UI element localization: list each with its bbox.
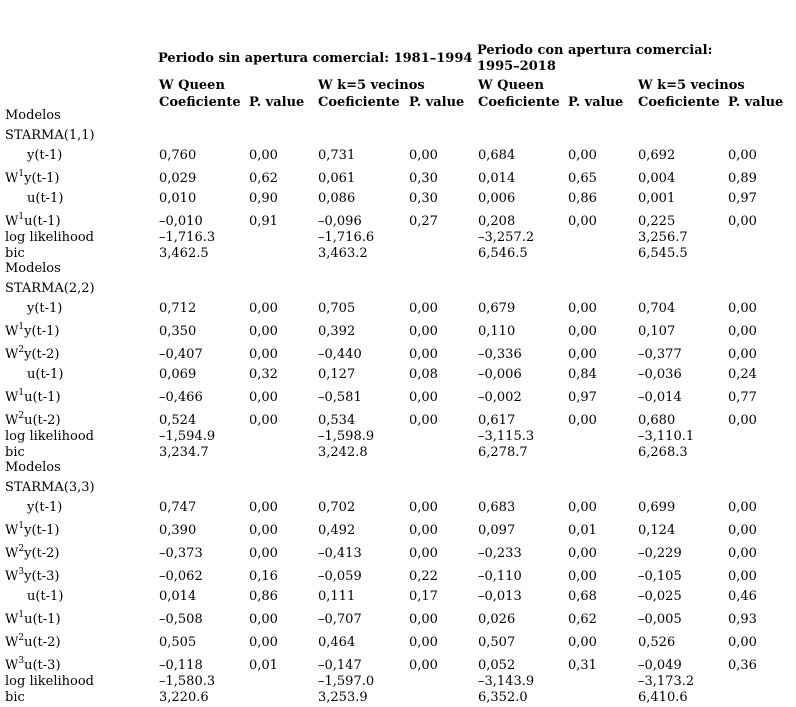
row-label: y(t-1)	[27, 148, 63, 163]
row-label-text: y(t-3)	[24, 569, 60, 584]
coefficient-cell: –1,716.3	[159, 230, 216, 245]
weight-power: 1	[18, 388, 25, 398]
row-label: Modelos	[5, 108, 61, 123]
coefficient-cell: –0,014	[638, 390, 682, 405]
row-label: STARMA(2,2)	[5, 281, 95, 296]
row-label-text: y(t-2)	[24, 546, 60, 561]
coefficient-cell: –0,062	[159, 569, 203, 584]
coefficient-cell: 0,507	[478, 635, 516, 650]
coefficient-cell: 0,006	[478, 191, 516, 206]
table-row	[0, 318, 796, 341]
weight-symbol: W	[5, 390, 19, 405]
period-1-header: Periodo sin apertura comercial: 1981–1994	[158, 51, 473, 66]
pvalue-cell: 0,00	[728, 301, 757, 316]
pvalue-cell: 0,31	[568, 658, 597, 673]
coefficient-cell: –0,233	[478, 546, 522, 561]
pvalue-cell: 0,00	[249, 500, 278, 515]
weight-symbol: W	[5, 635, 19, 650]
coefficient-cell: 0,111	[318, 589, 356, 604]
pvalue-cell: 0,16	[249, 569, 278, 584]
pvalue-cell: 0,65	[568, 171, 597, 186]
table-row	[0, 430, 796, 446]
table-row	[0, 586, 796, 606]
pvalue-cell: 0,00	[728, 148, 757, 163]
coefficient-cell: 0,524	[159, 413, 197, 428]
coefficient-cell: 6,278.7	[478, 445, 528, 460]
pvalue-cell: 0,00	[568, 635, 597, 650]
coefficient-cell: 0,208	[478, 214, 516, 229]
weight-power: 1	[18, 322, 25, 332]
pvalue-cell: 0,00	[568, 324, 597, 339]
coefficient-cell: –0,336	[478, 347, 522, 362]
pvalue-cell: 0,00	[249, 523, 278, 538]
coefficient-cell: –0,466	[159, 390, 203, 405]
pvalue-header: P. value	[409, 95, 465, 110]
pvalue-cell: 0,90	[249, 191, 278, 206]
coefficient-cell: 0,747	[159, 500, 197, 515]
row-label: STARMA(1,1)	[5, 128, 95, 143]
pvalue-cell: 0,89	[728, 171, 757, 186]
pvalue-cell: 0,62	[249, 171, 278, 186]
coefficient-cell: –1,580.3	[159, 674, 216, 689]
pvalue-cell: 0,01	[568, 523, 597, 538]
pvalue-cell: 0,00	[728, 523, 757, 538]
coef-header: Coeficiente	[159, 95, 241, 110]
weight-power: 1	[18, 610, 25, 620]
coefficient-cell: 0,617	[478, 413, 516, 428]
table-row	[0, 364, 796, 384]
row-label-text: y(t-1)	[24, 171, 60, 186]
group-label-row	[0, 477, 796, 497]
table-row	[0, 563, 796, 586]
row-label: Modelos	[5, 261, 61, 276]
coefficient-cell: 0,534	[318, 413, 356, 428]
coefficient-cell: 0,004	[638, 171, 676, 186]
row-label: log likelihood	[5, 674, 94, 689]
row-label-text: u(t-1)	[24, 214, 61, 229]
pvalue-cell: 0,86	[249, 589, 278, 604]
table-row	[0, 208, 796, 231]
weight-power: 2	[18, 411, 25, 421]
coefficient-cell: 0,702	[318, 500, 356, 515]
pvalue-cell: 0,00	[409, 301, 438, 316]
pvalue-cell: 0,32	[249, 367, 278, 382]
coefficient-cell: –0,581	[318, 390, 362, 405]
coefficient-cell: –0,036	[638, 367, 682, 382]
coefficient-cell: 0,110	[478, 324, 516, 339]
table-row	[0, 384, 796, 407]
coefficient-cell: 0,026	[478, 612, 516, 627]
coefficient-cell: 0,464	[318, 635, 356, 650]
pvalue-cell: 0,00	[409, 324, 438, 339]
coefficient-cell: –0,110	[478, 569, 522, 584]
coefficient-cell: 0,699	[638, 500, 676, 515]
coefficient-cell: 3,242.8	[318, 445, 368, 460]
period-2-header: Periodo con apertura comercial: 1995–2018	[477, 43, 713, 74]
row-label: bic	[5, 445, 25, 460]
weight-symbol: W	[5, 171, 19, 186]
pvalue-cell: 0,00	[249, 612, 278, 627]
weight-symbol: W	[5, 612, 19, 627]
row-label: bic	[5, 690, 25, 705]
weight-symbol: W	[5, 658, 19, 673]
coefficient-cell: 0,392	[318, 324, 356, 339]
group-label-row	[0, 278, 796, 298]
coefficient-cell: –0,013	[478, 589, 522, 604]
pvalue-cell: 0,08	[409, 367, 438, 382]
weight-header-1: W Queen	[159, 78, 225, 93]
pvalue-cell: 0,00	[249, 347, 278, 362]
coefficient-cell: 0,492	[318, 523, 356, 538]
row-label: u(t-1)	[27, 367, 64, 382]
pvalue-header: P. value	[249, 95, 305, 110]
pvalue-cell: 0,30	[409, 191, 438, 206]
coefficient-cell: 0,052	[478, 658, 516, 673]
row-label: u(t-1)	[27, 191, 64, 206]
coefficient-cell: 0,683	[478, 500, 516, 515]
pvalue-cell: 0,00	[409, 347, 438, 362]
coefficient-cell: –0,059	[318, 569, 362, 584]
pvalue-cell: 0,00	[409, 523, 438, 538]
pvalue-cell: 0,00	[249, 390, 278, 405]
coefficient-cell: –0,707	[318, 612, 362, 627]
weight-header-4: W k=5 vecinos	[638, 78, 745, 93]
row-label: Modelos	[5, 460, 61, 475]
group-label-row	[0, 263, 796, 278]
table-row	[0, 497, 796, 517]
coefficient-cell: –0,407	[159, 347, 203, 362]
row-label: log likelihood	[5, 429, 94, 444]
pvalue-cell: 0,00	[568, 569, 597, 584]
row-label	[5, 413, 61, 428]
weight-symbol: W	[5, 214, 19, 229]
row-label	[5, 324, 60, 339]
coefficient-cell: 0,014	[478, 171, 516, 186]
coefficient-cell: 0,704	[638, 301, 676, 316]
pvalue-cell: 0,00	[409, 546, 438, 561]
coefficient-cell: 6,546.5	[478, 246, 528, 261]
coefficient-cell: –0,005	[638, 612, 682, 627]
pvalue-cell: 0,00	[409, 612, 438, 627]
row-label-text: u(t-1)	[24, 390, 61, 405]
pvalue-cell: 0,46	[728, 589, 757, 604]
weight-power: 2	[18, 544, 25, 554]
coefficient-cell: 0,684	[478, 148, 516, 163]
pvalue-cell: 0,00	[568, 546, 597, 561]
pvalue-cell: 0,00	[409, 635, 438, 650]
weight-power: 1	[18, 212, 25, 222]
coefficient-cell: 6,268.3	[638, 445, 688, 460]
weight-header-2: W k=5 vecinos	[318, 78, 425, 93]
coefficient-cell: 0,350	[159, 324, 197, 339]
row-label-text: u(t-2)	[24, 413, 61, 428]
pvalue-header: P. value	[728, 95, 784, 110]
coefficient-cell: 6,352.0	[478, 690, 528, 705]
pvalue-cell: 0,86	[568, 191, 597, 206]
weight-power: 2	[18, 345, 25, 355]
pvalue-cell: 0,00	[249, 301, 278, 316]
pvalue-cell: 0,00	[249, 635, 278, 650]
coefficient-cell: –0,002	[478, 390, 522, 405]
coefficient-cell: 0,731	[318, 148, 356, 163]
pvalue-cell: 0,00	[249, 324, 278, 339]
pvalue-cell: 0,93	[728, 612, 757, 627]
coefficient-cell: –0,377	[638, 347, 682, 362]
coefficient-cell: –0,147	[318, 658, 362, 673]
coefficient-cell: –1,594.9	[159, 429, 216, 444]
pvalue-cell: 0,22	[409, 569, 438, 584]
coefficient-cell: 0,029	[159, 171, 197, 186]
weight-symbol: W	[5, 546, 19, 561]
coefficient-cell: 0,124	[638, 523, 676, 538]
weight-symbol: W	[5, 347, 19, 362]
coefficient-cell: 3,234.7	[159, 445, 209, 460]
table-row	[0, 341, 796, 364]
pvalue-cell: 0,36	[728, 658, 757, 673]
table-row	[0, 165, 796, 188]
coefficient-cell: 0,010	[159, 191, 197, 206]
pvalue-cell: 0,00	[568, 148, 597, 163]
pvalue-cell: 0,00	[409, 148, 438, 163]
table-row	[0, 675, 796, 691]
coefficient-cell: 3,463.2	[318, 246, 368, 261]
pvalue-cell: 0,00	[728, 500, 757, 515]
coefficient-cell: 0,505	[159, 635, 197, 650]
group-label-row	[0, 110, 796, 125]
pvalue-cell: 0,00	[568, 214, 597, 229]
table-row	[0, 407, 796, 430]
table-row	[0, 540, 796, 563]
row-label: log likelihood	[5, 230, 94, 245]
pvalue-cell: 0,00	[728, 413, 757, 428]
pvalue-cell: 0,30	[409, 171, 438, 186]
pvalue-cell: 0,00	[728, 546, 757, 561]
pvalue-cell: 0,00	[249, 546, 278, 561]
pvalue-cell: 0,01	[249, 658, 278, 673]
weight-power: 3	[18, 656, 25, 666]
weight-symbol: W	[5, 324, 19, 339]
coefficient-cell: –0,118	[159, 658, 203, 673]
pvalue-cell: 0,00	[249, 413, 278, 428]
table-row	[0, 188, 796, 208]
table-row	[0, 231, 796, 247]
coefficient-cell: –0,025	[638, 589, 682, 604]
group-label-row	[0, 462, 796, 477]
coefficient-cell: 0,390	[159, 523, 197, 538]
coefficient-cell: –0,440	[318, 347, 362, 362]
pvalue-cell: 0,00	[728, 347, 757, 362]
row-label	[5, 523, 60, 538]
coefficient-cell: –0,508	[159, 612, 203, 627]
coef-header: Coeficiente	[638, 95, 720, 110]
pvalue-cell: 0,00	[249, 148, 278, 163]
row-label-text: u(t-1)	[24, 612, 61, 627]
coefficient-cell: –0,105	[638, 569, 682, 584]
pvalue-cell: 0,00	[568, 413, 597, 428]
pvalue-cell: 0,00	[409, 390, 438, 405]
row-label-text: y(t-1)	[24, 523, 60, 538]
table-row	[0, 691, 796, 707]
coefficient-cell: 0,061	[318, 171, 356, 186]
table-row	[0, 652, 796, 675]
coefficient-cell: –0,373	[159, 546, 203, 561]
row-label: u(t-1)	[27, 589, 64, 604]
row-label	[5, 390, 61, 405]
coefficient-cell: 0,107	[638, 324, 676, 339]
coefficient-cell: –1,716.6	[318, 230, 375, 245]
coefficient-cell: 0,014	[159, 589, 197, 604]
coefficient-cell: 6,545.5	[638, 246, 688, 261]
pvalue-header: P. value	[568, 95, 624, 110]
coefficient-cell: 0,127	[318, 367, 356, 382]
coefficient-cell: 3,462.5	[159, 246, 209, 261]
coefficient-cell: –1,598.9	[318, 429, 375, 444]
weight-power: 3	[18, 567, 25, 577]
coefficient-cell: –0,229	[638, 546, 682, 561]
coefficient-cell: 0,225	[638, 214, 676, 229]
coefficient-cell: 0,679	[478, 301, 516, 316]
pvalue-cell: 0,00	[409, 500, 438, 515]
table-row	[0, 629, 796, 652]
table-row	[0, 606, 796, 629]
row-label-text: y(t-1)	[24, 324, 60, 339]
weight-symbol: W	[5, 523, 19, 538]
coefficient-cell: –3,173.2	[638, 674, 695, 689]
row-label	[5, 658, 61, 673]
coefficient-cell: –0,010	[159, 214, 203, 229]
row-label: STARMA(3,3)	[5, 480, 95, 495]
pvalue-cell: 0,00	[728, 569, 757, 584]
group-label-row	[0, 125, 796, 145]
table-body	[0, 110, 796, 707]
coefficient-cell: 6,410.6	[638, 690, 688, 705]
pvalue-cell: 0,17	[409, 589, 438, 604]
row-label	[5, 347, 60, 362]
pvalue-cell: 0,00	[409, 658, 438, 673]
coef-header: Coeficiente	[478, 95, 560, 110]
pvalue-cell: 0,00	[568, 500, 597, 515]
coefficient-cell: –0,006	[478, 367, 522, 382]
coefficient-cell: 0,760	[159, 148, 197, 163]
row-label	[5, 214, 61, 229]
coefficient-cell: –3,110.1	[638, 429, 695, 444]
coefficient-cell: 0,526	[638, 635, 676, 650]
weight-header-3: W Queen	[478, 78, 544, 93]
pvalue-cell: 0,00	[728, 635, 757, 650]
row-label: bic	[5, 246, 25, 261]
coefficient-cell: 0,705	[318, 301, 356, 316]
row-label	[5, 171, 60, 186]
table-row	[0, 247, 796, 263]
coefficient-cell: –0,413	[318, 546, 362, 561]
pvalue-cell: 0,00	[728, 214, 757, 229]
coefficient-cell: 3,256.7	[638, 230, 688, 245]
weight-power: 1	[18, 521, 25, 531]
coefficient-cell: –0,096	[318, 214, 362, 229]
row-label	[5, 635, 61, 650]
coefficient-cell: 0,712	[159, 301, 197, 316]
pvalue-cell: 0,00	[728, 324, 757, 339]
weight-power: 2	[18, 633, 25, 643]
pvalue-cell: 0,00	[568, 301, 597, 316]
row-label-text: u(t-2)	[24, 635, 61, 650]
pvalue-cell: 0,00	[409, 413, 438, 428]
row-label	[5, 612, 61, 627]
pvalue-cell: 0,97	[568, 390, 597, 405]
table-row	[0, 145, 796, 165]
pvalue-cell: 0,84	[568, 367, 597, 382]
pvalue-cell: 0,91	[249, 214, 278, 229]
coefficient-cell: 0,692	[638, 148, 676, 163]
pvalue-cell: 0,77	[728, 390, 757, 405]
coefficient-cell: 0,097	[478, 523, 516, 538]
row-label-text: y(t-2)	[24, 347, 60, 362]
weight-symbol: W	[5, 569, 19, 584]
pvalue-cell: 0,24	[728, 367, 757, 382]
pvalue-cell: 0,68	[568, 589, 597, 604]
coefficient-cell: –3,115.3	[478, 429, 535, 444]
pvalue-cell: 0,62	[568, 612, 597, 627]
coef-header: Coeficiente	[318, 95, 400, 110]
row-label	[5, 569, 60, 584]
pvalue-cell: 0,97	[728, 191, 757, 206]
coefficient-cell: 0,069	[159, 367, 197, 382]
row-label-text: u(t-3)	[24, 658, 61, 673]
coefficient-cell: –3,143.9	[478, 674, 535, 689]
row-label: y(t-1)	[27, 500, 63, 515]
pvalue-cell: 0,27	[409, 214, 438, 229]
row-label	[5, 546, 60, 561]
row-label: y(t-1)	[27, 301, 63, 316]
weight-power: 1	[18, 169, 25, 179]
weight-symbol: W	[5, 413, 19, 428]
coefficient-cell: 3,220.6	[159, 690, 209, 705]
coefficient-cell: –3,257.2	[478, 230, 535, 245]
table-row	[0, 517, 796, 540]
coefficient-cell: 0,001	[638, 191, 676, 206]
coefficient-cell: 0,086	[318, 191, 356, 206]
coefficient-cell: –0,049	[638, 658, 682, 673]
coefficient-cell: –1,597.0	[318, 674, 375, 689]
table-row	[0, 446, 796, 462]
coefficient-cell: 3,253.9	[318, 690, 368, 705]
pvalue-cell: 0,00	[568, 347, 597, 362]
table-row	[0, 298, 796, 318]
coefficient-cell: 0,680	[638, 413, 676, 428]
